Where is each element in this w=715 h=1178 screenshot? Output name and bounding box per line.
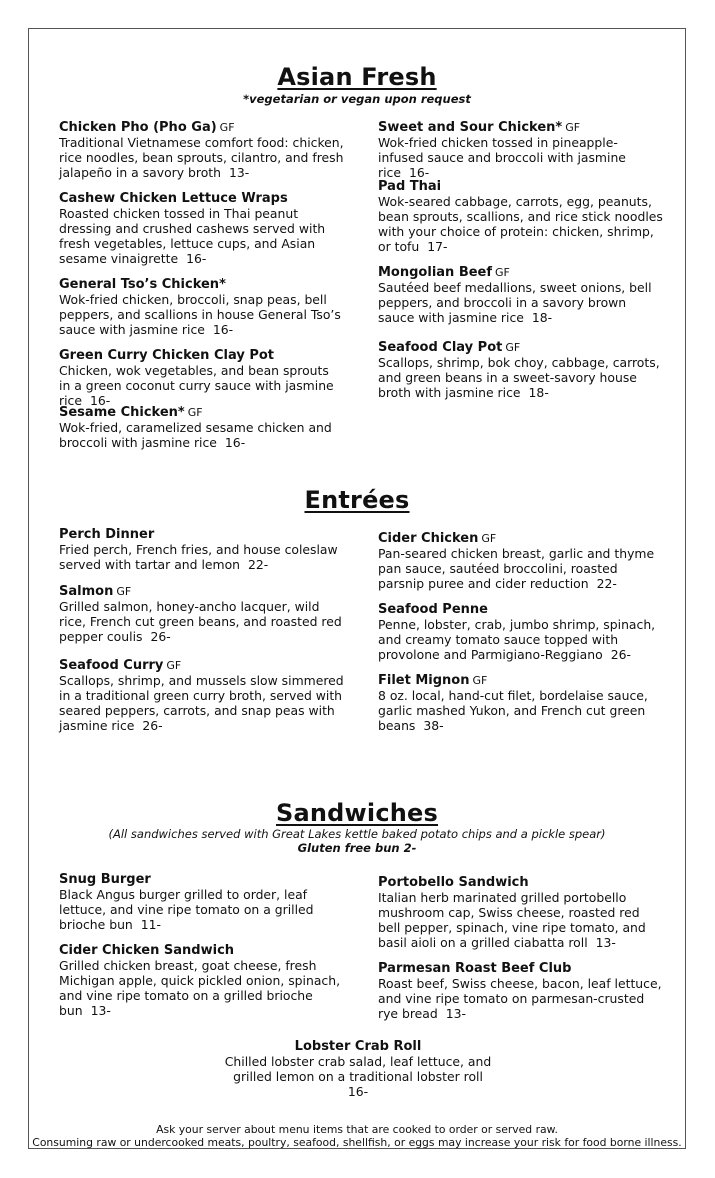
item-description: Wok-fried chicken tossed in pineapple-infused sauce and broccoli with jasmine rice xyxy=(378,135,626,180)
item-price: 18- xyxy=(531,310,553,325)
item-description: Wok-fried chicken, broccoli, snap peas, bell peppers, and scallions in house General Tso’s sauce with jasmine rice xyxy=(59,292,341,337)
item-price: 13- xyxy=(229,165,250,180)
menu-item xyxy=(378,530,663,591)
item-price: 16- xyxy=(224,435,246,450)
gf-tag: GF xyxy=(219,121,235,134)
item-price: 22- xyxy=(596,576,617,591)
item-description: Pan-seared chicken breast, garlic and thyme pan sauce, sautéed broccolini, roasted parsnip puree and cider reduction xyxy=(378,546,655,591)
item-description: Grilled chicken breast, goat cheese, fresh Michigan apple, quick pickled onion, spinach, and vine ripe tomato on a grilled brioche bun xyxy=(59,958,341,1018)
item-name: Seafood Clay Pot xyxy=(378,340,503,355)
item-name: Perch Dinner xyxy=(59,527,155,542)
footer-note xyxy=(29,1123,685,1149)
menu-item xyxy=(378,178,663,254)
item-name: Filet Mignon xyxy=(378,673,470,688)
item-description: Wok-fried, caramelized sesame chicken and broccoli with jasmine rice xyxy=(59,420,332,450)
item-name: Chicken Pho (Pho Ga) xyxy=(59,120,217,135)
menu-item xyxy=(378,960,663,1021)
item-price: 26- xyxy=(610,647,631,662)
menu-item xyxy=(378,339,663,400)
item-price: 16- xyxy=(212,322,234,337)
menu-page xyxy=(28,28,686,1149)
item-description: Roasted chicken tossed in Thai peanut dressing and crushed cashews served with fresh vegetables, lettuce cups, and Asian sesame vinaigrette xyxy=(59,206,326,266)
gf-tag: GF xyxy=(565,121,581,134)
item-description: Italian herb marinated grilled portobello mushroom cap, Swiss cheese, roasted red bell pepper, spinach, vine ripe tomato, and basil aioli on a grilled ciabatta roll xyxy=(378,890,646,950)
menu-item xyxy=(59,190,344,266)
item-price: 17- xyxy=(427,239,448,254)
item-description: Chicken, wok vegetables, and bean sprouts in a green coconut curry sauce with jasmine rice xyxy=(59,363,334,408)
item-name: Parmesan Roast Beef Club xyxy=(378,961,572,976)
item-description: Scallops, shrimp, bok choy, cabbage, carrots, and green beans in a sweet-savory house broth with jasmine rice xyxy=(378,355,660,400)
section-subtitle-asian-fresh: *vegetarian or vegan upon request xyxy=(243,92,471,106)
menu-item xyxy=(59,657,344,733)
item-price: 11- xyxy=(140,917,162,932)
item-name: Portobello Sandwich xyxy=(378,875,529,890)
gf-tag: GF xyxy=(116,585,132,598)
menu-item xyxy=(59,404,344,450)
item-price: 13- xyxy=(595,935,616,950)
menu-item xyxy=(378,119,663,180)
menu-item xyxy=(59,119,344,180)
item-price: 16- xyxy=(186,251,207,266)
gluten-free-note: Gluten free bun 2- xyxy=(297,841,417,855)
footer-line-1: Ask your server about menu items that are cooked to order or served raw. xyxy=(156,1123,558,1136)
item-name: Green Curry Chicken Clay Pot xyxy=(59,348,275,363)
item-name: Cider Chicken Sandwich xyxy=(59,943,235,958)
gf-tag: GF xyxy=(481,532,497,545)
item-name: Sesame Chicken* xyxy=(59,405,185,420)
section-subtitle-sandwiches: (All sandwiches served with Great Lakes kettle baked potato chips and a pickle spear) xyxy=(108,827,606,841)
menu-item xyxy=(378,264,663,325)
menu-item xyxy=(378,672,663,733)
item-price: 13- xyxy=(90,1003,111,1018)
item-description: Scallops, shrimp, and mussels slow simmered in a traditional green curry broth, served with seared peppers, carrots, and snap peas with jasmine rice xyxy=(59,673,344,733)
footer-line-2: Consuming raw or undercooked meats, poultry, seafood, shellfish, or eggs may increase your risk for food borne illness. xyxy=(32,1136,682,1149)
item-description: Fried perch, French fries, and house coleslaw served with tartar and lemon xyxy=(59,542,338,572)
item-name: Seafood Penne xyxy=(378,602,488,617)
item-name: Seafood Curry xyxy=(59,658,164,673)
menu-item xyxy=(59,583,344,644)
section-title-entrees: Entrées xyxy=(304,486,410,514)
gf-tag: GF xyxy=(495,266,510,279)
item-price: 26- xyxy=(142,718,163,733)
menu-item xyxy=(59,347,344,408)
item-description: Roast beef, Swiss cheese, bacon, leaf lettuce, and vine ripe tomato on parmesan-crusted rye bread xyxy=(378,976,662,1021)
item-description: Sautéed beef medallions, sweet onions, bell peppers, and broccoli in a savory brown sauce with jasmine rice xyxy=(378,280,652,325)
gf-tag: GF xyxy=(505,341,521,354)
item-name: Cashew Chicken Lettuce Wraps xyxy=(59,191,288,206)
item-name: Lobster Crab Roll xyxy=(294,1039,422,1054)
item-description: Chilled lobster crab salad, leaf lettuce, and grilled lemon on a traditional lobster roll xyxy=(224,1054,492,1084)
menu-item xyxy=(59,942,344,1018)
item-price: 16- xyxy=(347,1084,369,1099)
gf-tag: GF xyxy=(187,406,203,419)
item-description: Wok-seared cabbage, carrots, egg, peanuts, bean sprouts, scallions, and rice stick noodles with your choice of protein: chicken, shrimp, or tofu xyxy=(378,194,663,254)
item-name: Pad Thai xyxy=(378,179,442,194)
menu-item xyxy=(59,276,344,337)
item-price: 22- xyxy=(248,557,269,572)
item-price: 16- xyxy=(408,165,430,180)
menu-item xyxy=(378,874,663,950)
item-description: Grilled salmon, honey-ancho lacquer, wild rice, French cut green beans, and roasted red pepper coulis xyxy=(59,599,342,644)
gf-tag: GF xyxy=(472,674,488,687)
item-description: Traditional Vietnamese comfort food: chicken, rice noodles, bean sprouts, cilantro, and fresh jalapeño in a savory broth xyxy=(59,135,344,180)
menu-item xyxy=(59,871,344,932)
item-price: 13- xyxy=(445,1006,467,1021)
menu-item xyxy=(378,601,663,662)
item-price: 38- xyxy=(423,718,444,733)
menu-item xyxy=(59,526,344,572)
item-description: Black Angus burger grilled to order, leaf lettuce, and vine ripe tomato on a grilled brioche bun xyxy=(59,887,314,932)
item-price: 26- xyxy=(150,629,171,644)
item-description: Penne, lobster, crab, jumbo shrimp, spinach, and creamy tomato sauce topped with provolone and Parmigiano-Reggiano xyxy=(378,617,656,662)
item-description: 8 oz. local, hand-cut filet, bordelaise sauce, garlic mashed Yukon, and French cut green beans xyxy=(378,688,648,733)
item-name: Sweet and Sour Chicken* xyxy=(378,120,563,135)
section-title-asian-fresh: Asian Fresh xyxy=(277,63,437,91)
gf-tag: GF xyxy=(166,659,182,672)
item-name: General Tso’s Chicken* xyxy=(59,277,226,292)
menu-item xyxy=(223,1038,493,1099)
item-name: Mongolian Beef xyxy=(378,265,493,280)
item-price: 16- xyxy=(89,393,111,408)
item-price: 18- xyxy=(528,385,549,400)
item-name: Cider Chicken xyxy=(378,531,479,546)
item-name: Snug Burger xyxy=(59,872,151,887)
section-title-sandwiches: Sandwiches xyxy=(275,799,439,827)
item-name: Salmon xyxy=(59,584,114,599)
